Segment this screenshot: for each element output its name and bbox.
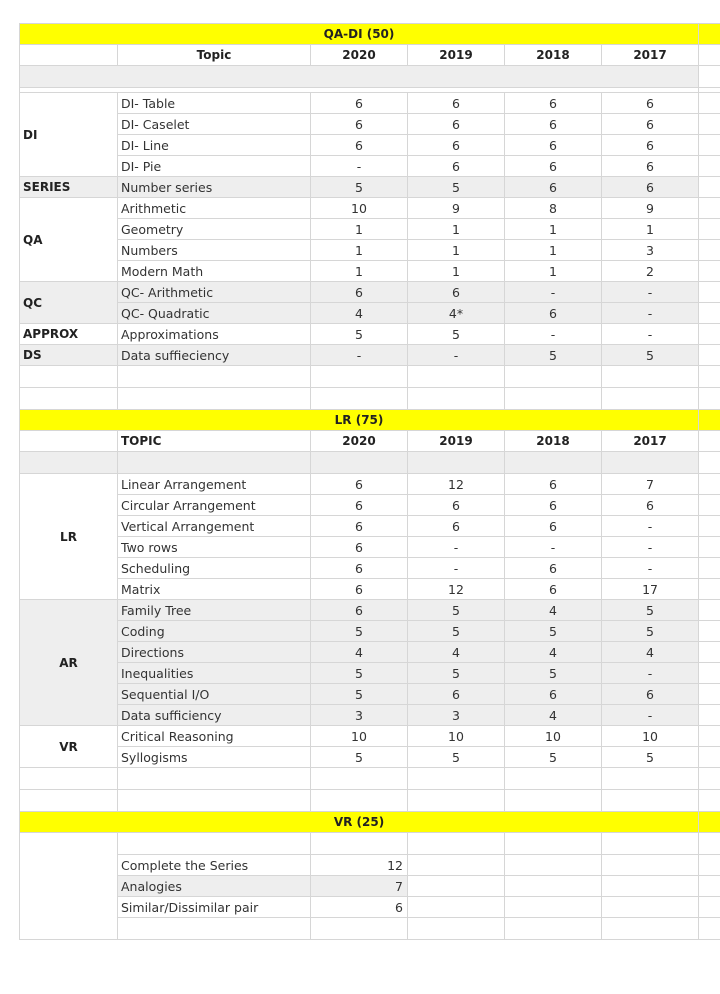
lr-table-row <box>20 558 720 579</box>
qa-value-cell[interactable]: 1 <box>408 219 505 240</box>
qa-value-cell[interactable]: 5 <box>408 324 505 345</box>
qa-table-row <box>20 198 720 219</box>
qa-value-cell[interactable]: - <box>505 324 602 345</box>
qa-topic-cell[interactable]: QC- Arithmetic <box>118 282 311 303</box>
qa-section-title-row <box>20 24 720 45</box>
lr-table-row <box>20 747 720 768</box>
lr-value-cell[interactable]: 5 <box>505 663 602 684</box>
vr-value-cell[interactable]: 12 <box>311 855 408 876</box>
qa-table-row <box>20 93 720 114</box>
spacer-row <box>20 918 720 940</box>
qa-topic-cell[interactable]: QC- Quadratic <box>118 303 311 324</box>
lr-value-cell[interactable]: 5 <box>602 747 699 768</box>
vr-row <box>20 876 720 897</box>
lr-table-body <box>20 474 720 768</box>
lr-table-row <box>20 726 720 747</box>
exam-topic-table <box>19 23 720 940</box>
lr-table-row <box>20 621 720 642</box>
lr-topic-cell[interactable]: Critical Reasoning <box>118 726 311 747</box>
qa-table-body <box>20 93 720 366</box>
qa-value-cell[interactable]: - <box>602 282 699 303</box>
qa-value-cell[interactable]: 2 <box>602 261 699 282</box>
spreadsheet <box>19 23 720 940</box>
qa-topic-cell[interactable]: DI- Caselet <box>118 114 311 135</box>
lr-table-row <box>20 495 720 516</box>
qa-value-cell[interactable]: 1 <box>311 219 408 240</box>
lr-value-cell[interactable]: 5 <box>602 621 699 642</box>
lr-value-cell[interactable]: 4 <box>505 642 602 663</box>
qa-table-row <box>20 324 720 345</box>
lr-value-cell[interactable]: 10 <box>311 726 408 747</box>
vr-value-cell[interactable]: 7 <box>311 876 408 897</box>
lr-value-cell[interactable]: 6 <box>505 474 602 495</box>
lr-value-cell[interactable]: - <box>602 663 699 684</box>
lr-topic-cell[interactable]: Data sufficiency <box>118 705 311 726</box>
qa-value-cell[interactable]: 10 <box>311 198 408 219</box>
qa-category-cell[interactable]: SERIES <box>20 177 118 198</box>
lr-section-title[interactable]: LR (75) <box>20 410 699 431</box>
lr-header-2017[interactable]: 2017 <box>602 431 699 452</box>
lr-topic-cell[interactable]: Vertical Arrangement <box>118 516 311 537</box>
qa-value-cell[interactable]: - <box>311 156 408 177</box>
lr-header-topic[interactable]: TOPIC <box>118 431 311 452</box>
qa-value-cell[interactable]: 5 <box>311 324 408 345</box>
qa-value-cell[interactable]: 6 <box>602 177 699 198</box>
qa-value-cell[interactable]: 6 <box>602 135 699 156</box>
lr-value-cell[interactable]: 6 <box>311 579 408 600</box>
lr-value-cell[interactable]: 5 <box>408 621 505 642</box>
lr-value-cell[interactable]: 5 <box>311 747 408 768</box>
qa-value-cell[interactable]: 6 <box>602 93 699 114</box>
qa-topic-cell[interactable]: Data suffieciency <box>118 345 311 366</box>
qa-table-row <box>20 135 720 156</box>
lr-category-cell[interactable]: AR <box>20 600 118 726</box>
qa-value-cell[interactable]: 6 <box>505 114 602 135</box>
qa-value-cell[interactable]: 4* <box>408 303 505 324</box>
lr-value-cell[interactable]: 6 <box>311 600 408 621</box>
lr-value-cell[interactable]: 6 <box>311 474 408 495</box>
qa-value-cell[interactable]: 8 <box>505 198 602 219</box>
qa-table-row <box>20 156 720 177</box>
lr-table-row <box>20 516 720 537</box>
qa-topic-cell[interactable]: Number series <box>118 177 311 198</box>
qa-value-cell[interactable]: 6 <box>505 156 602 177</box>
lr-value-cell[interactable]: 5 <box>602 600 699 621</box>
vr-section-title-row <box>20 812 720 833</box>
qa-value-cell[interactable]: 4 <box>311 303 408 324</box>
qa-value-cell[interactable]: 3 <box>602 240 699 261</box>
qa-table-row <box>20 240 720 261</box>
lr-table-row <box>20 705 720 726</box>
qa-value-cell[interactable]: 6 <box>311 282 408 303</box>
spacer-row <box>20 66 720 88</box>
spacer-row <box>20 388 720 410</box>
lr-table-row <box>20 579 720 600</box>
lr-category-cell[interactable]: LR <box>20 474 118 600</box>
vr-topic-cell[interactable]: Complete the Series <box>118 855 311 876</box>
vr-value-cell[interactable]: 6 <box>311 897 408 918</box>
vr-topic-cell[interactable]: Similar/Dissimilar pair <box>118 897 311 918</box>
qa-header-row <box>20 45 720 66</box>
lr-value-cell[interactable]: 6 <box>505 579 602 600</box>
qa-table-row <box>20 345 720 366</box>
lr-topic-cell[interactable]: Syllogisms <box>118 747 311 768</box>
qa-table-row <box>20 282 720 303</box>
qa-value-cell[interactable]: 1 <box>408 240 505 261</box>
lr-value-cell[interactable]: - <box>408 558 505 579</box>
qa-value-cell[interactable]: - <box>505 282 602 303</box>
lr-value-cell[interactable]: 12 <box>408 474 505 495</box>
qa-value-cell[interactable]: 1 <box>505 261 602 282</box>
lr-topic-cell[interactable]: Directions <box>118 642 311 663</box>
lr-table-row <box>20 684 720 705</box>
lr-topic-cell[interactable]: Linear Arrangement <box>118 474 311 495</box>
qa-header-2017[interactable]: 2017 <box>602 45 699 66</box>
vr-section-title[interactable]: VR (25) <box>20 812 699 833</box>
qa-category-cell[interactable]: QC <box>20 282 118 324</box>
qa-category-cell[interactable]: QA <box>20 198 118 282</box>
lr-value-cell[interactable]: 5 <box>311 663 408 684</box>
lr-value-cell[interactable]: 10 <box>408 726 505 747</box>
lr-section-title-row <box>20 410 720 431</box>
lr-value-cell[interactable]: 4 <box>602 642 699 663</box>
vr-topic-cell[interactable]: Analogies <box>118 876 311 897</box>
lr-header-2019[interactable]: 2019 <box>408 431 505 452</box>
qa-category-cell[interactable]: DS <box>20 345 118 366</box>
qa-value-cell[interactable]: 6 <box>408 156 505 177</box>
qa-value-cell[interactable]: 6 <box>311 135 408 156</box>
lr-value-cell[interactable]: 6 <box>602 495 699 516</box>
qa-value-cell[interactable]: 1 <box>602 219 699 240</box>
qa-value-cell[interactable]: 5 <box>311 177 408 198</box>
lr-value-cell[interactable]: - <box>602 558 699 579</box>
qa-category-cell[interactable]: APPROX <box>20 324 118 345</box>
qa-value-cell[interactable]: 6 <box>408 135 505 156</box>
qa-value-cell[interactable]: 6 <box>408 282 505 303</box>
qa-table-row <box>20 303 720 324</box>
lr-value-cell[interactable]: 5 <box>408 600 505 621</box>
qa-value-cell[interactable]: 5 <box>505 345 602 366</box>
lr-table-row <box>20 474 720 495</box>
qa-table-row <box>20 261 720 282</box>
lr-value-cell[interactable]: 5 <box>505 747 602 768</box>
qa-header-2018[interactable]: 2018 <box>505 45 602 66</box>
qa-topic-cell[interactable]: DI- Line <box>118 135 311 156</box>
lr-value-cell[interactable]: 6 <box>602 684 699 705</box>
lr-value-cell[interactable]: 4 <box>311 642 408 663</box>
spacer-row <box>20 768 720 790</box>
qa-value-cell[interactable]: 1 <box>311 240 408 261</box>
qa-topic-cell[interactable]: Arithmetic <box>118 198 311 219</box>
lr-topic-cell[interactable]: Sequential I/O <box>118 684 311 705</box>
qa-value-cell[interactable]: 1 <box>505 240 602 261</box>
lr-value-cell[interactable]: - <box>602 705 699 726</box>
lr-value-cell[interactable]: 4 <box>408 642 505 663</box>
qa-value-cell[interactable]: 6 <box>408 93 505 114</box>
qa-value-cell[interactable]: 6 <box>505 135 602 156</box>
lr-value-cell[interactable]: - <box>602 537 699 558</box>
qa-header-topic[interactable]: Topic <box>118 45 311 66</box>
lr-table-row <box>20 642 720 663</box>
lr-value-cell[interactable]: 6 <box>505 495 602 516</box>
qa-topic-cell[interactable]: DI- Table <box>118 93 311 114</box>
qa-topic-cell[interactable]: Approximations <box>118 324 311 345</box>
lr-value-cell[interactable]: 5 <box>311 621 408 642</box>
lr-topic-cell[interactable]: Inequalities <box>118 663 311 684</box>
lr-value-cell[interactable]: 5 <box>505 621 602 642</box>
lr-value-cell[interactable]: 3 <box>408 705 505 726</box>
lr-topic-cell[interactable]: Coding <box>118 621 311 642</box>
lr-value-cell[interactable]: 3 <box>311 705 408 726</box>
lr-value-cell[interactable]: - <box>602 516 699 537</box>
qa-value-cell[interactable]: 6 <box>311 114 408 135</box>
lr-value-cell[interactable]: 6 <box>311 495 408 516</box>
qa-value-cell[interactable]: - <box>408 345 505 366</box>
qa-value-cell[interactable]: 1 <box>408 261 505 282</box>
lr-value-cell[interactable]: 12 <box>408 579 505 600</box>
qa-value-cell[interactable]: - <box>311 345 408 366</box>
lr-value-cell[interactable]: 4 <box>505 705 602 726</box>
qa-table-row <box>20 177 720 198</box>
lr-value-cell[interactable]: 6 <box>408 516 505 537</box>
lr-value-cell[interactable]: 6 <box>408 684 505 705</box>
lr-value-cell[interactable]: 6 <box>505 516 602 537</box>
qa-header-2019[interactable]: 2019 <box>408 45 505 66</box>
lr-value-cell[interactable]: 5 <box>408 747 505 768</box>
spacer-row <box>20 790 720 812</box>
lr-value-cell[interactable]: 6 <box>408 495 505 516</box>
qa-value-cell[interactable]: 5 <box>408 177 505 198</box>
lr-category-cell[interactable]: VR <box>20 726 118 768</box>
lr-value-cell[interactable]: 6 <box>311 516 408 537</box>
lr-value-cell[interactable]: 10 <box>602 726 699 747</box>
lr-topic-cell[interactable]: Family Tree <box>118 600 311 621</box>
lr-header-2020[interactable]: 2020 <box>311 431 408 452</box>
qa-value-cell[interactable]: 6 <box>505 177 602 198</box>
qa-value-cell[interactable]: 5 <box>602 345 699 366</box>
qa-table-row <box>20 114 720 135</box>
vr-row <box>20 897 720 918</box>
spacer-row <box>20 833 720 855</box>
qa-value-cell[interactable]: 6 <box>311 93 408 114</box>
qa-value-cell[interactable]: 1 <box>505 219 602 240</box>
lr-header-row <box>20 431 720 452</box>
lr-value-cell[interactable]: 5 <box>311 684 408 705</box>
lr-header-2018[interactable]: 2018 <box>505 431 602 452</box>
lr-value-cell[interactable]: 6 <box>311 558 408 579</box>
qa-value-cell[interactable]: 6 <box>505 303 602 324</box>
lr-table-row <box>20 537 720 558</box>
lr-topic-cell[interactable]: Scheduling <box>118 558 311 579</box>
spacer-row <box>20 452 720 474</box>
lr-table-row <box>20 600 720 621</box>
lr-value-cell[interactable]: - <box>505 537 602 558</box>
lr-value-cell[interactable]: 6 <box>505 684 602 705</box>
qa-category-cell[interactable]: DI <box>20 93 118 177</box>
qa-header-2020[interactable]: 2020 <box>311 45 408 66</box>
lr-value-cell[interactable]: 6 <box>311 537 408 558</box>
lr-value-cell[interactable]: 4 <box>505 600 602 621</box>
lr-value-cell[interactable]: 5 <box>408 663 505 684</box>
lr-topic-cell[interactable]: Two rows <box>118 537 311 558</box>
lr-value-cell[interactable]: 17 <box>602 579 699 600</box>
qa-value-cell[interactable]: 9 <box>602 198 699 219</box>
qa-topic-cell[interactable]: Geometry <box>118 219 311 240</box>
qa-table-row <box>20 219 720 240</box>
qa-value-cell[interactable]: 9 <box>408 198 505 219</box>
lr-topic-cell[interactable]: Circular Arrangement <box>118 495 311 516</box>
qa-value-cell[interactable]: - <box>602 303 699 324</box>
qa-topic-cell[interactable]: Modern Math <box>118 261 311 282</box>
qa-value-cell[interactable]: 6 <box>505 93 602 114</box>
lr-value-cell[interactable]: 7 <box>602 474 699 495</box>
qa-value-cell[interactable]: 6 <box>602 114 699 135</box>
qa-topic-cell[interactable]: Numbers <box>118 240 311 261</box>
qa-value-cell[interactable]: 6 <box>408 114 505 135</box>
qa-topic-cell[interactable]: DI- Pie <box>118 156 311 177</box>
lr-topic-cell[interactable]: Matrix <box>118 579 311 600</box>
vr-row <box>20 855 720 876</box>
lr-value-cell[interactable]: 10 <box>505 726 602 747</box>
lr-table-row <box>20 663 720 684</box>
spacer-row <box>20 366 720 388</box>
lr-value-cell[interactable]: - <box>408 537 505 558</box>
qa-value-cell[interactable]: 1 <box>311 261 408 282</box>
lr-value-cell[interactable]: 6 <box>505 558 602 579</box>
qa-section-title[interactable]: QA-DI (50) <box>20 24 699 45</box>
qa-value-cell[interactable]: 6 <box>602 156 699 177</box>
qa-value-cell[interactable]: - <box>602 324 699 345</box>
